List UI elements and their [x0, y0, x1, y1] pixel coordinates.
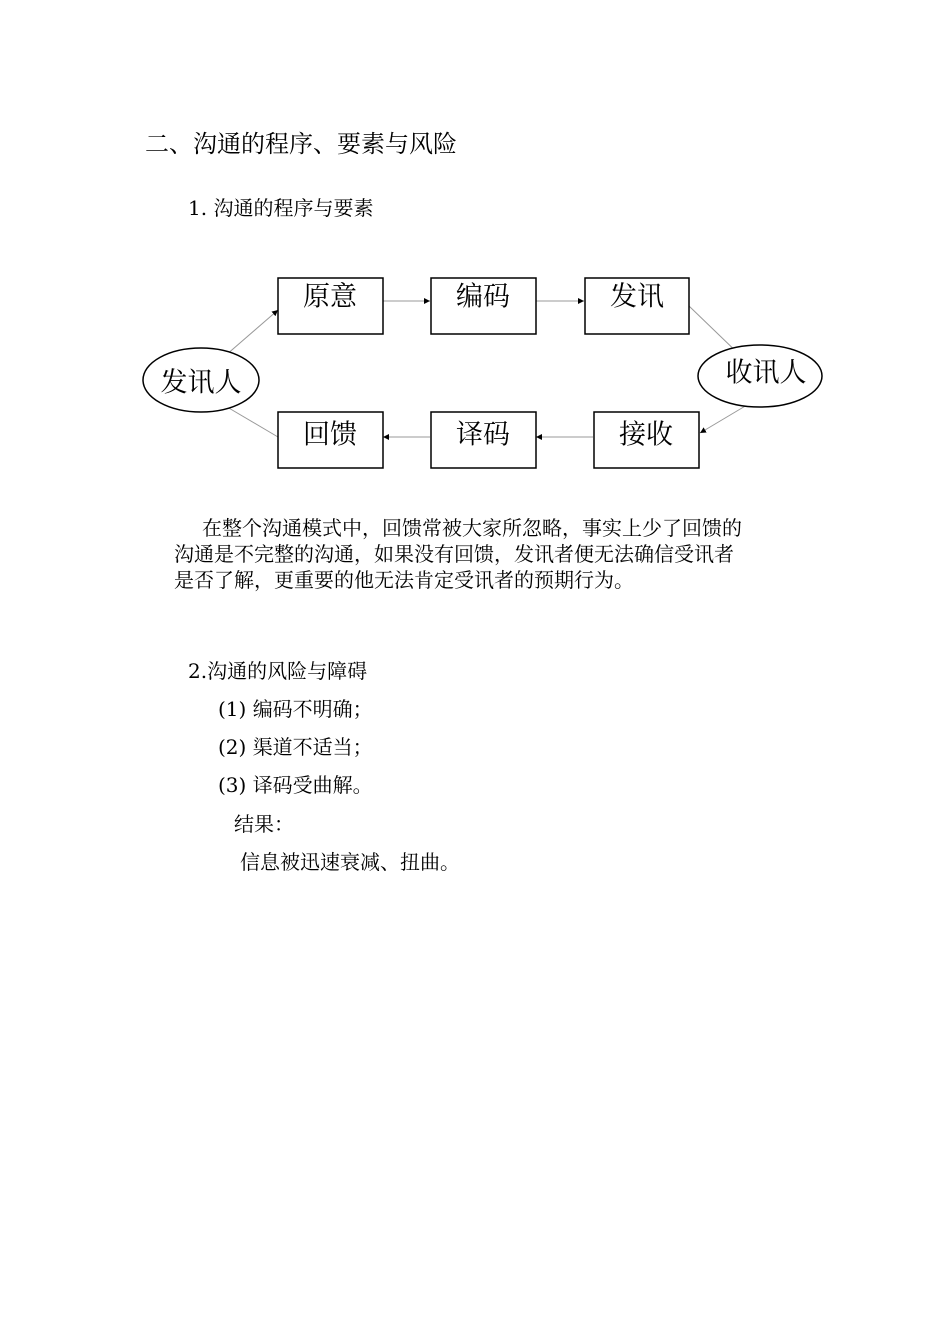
box-encode-label: 编码	[456, 281, 510, 313]
communication-process-diagram	[0, 0, 950, 520]
paragraph-line: 是否了解，更重要的他无法肯定受讯者的预期行为。	[174, 568, 634, 592]
arrow-feedback-to-sender	[222, 404, 278, 437]
feedback-paragraph	[174, 515, 814, 593]
paragraph-line: 在整个沟通模式中，回馈常被大家所忽略，事实上少了回馈的	[202, 516, 742, 540]
box-feedback-label: 回馈	[303, 419, 357, 451]
receiver-label: 收讯人	[725, 357, 807, 389]
list-item: (1) 编码不明确；	[218, 697, 373, 721]
paragraph-line: 沟通是不完整的沟通，如果没有回馈，发讯者便无法确信受讯者	[174, 542, 734, 566]
box-send-label: 发讯	[610, 281, 664, 313]
section-2-title: 2.沟通的风险与障碍	[188, 659, 368, 683]
result-text: 信息被迅速衰减、扭曲。	[240, 850, 460, 874]
section-1-title: 1. 沟通的程序与要素	[188, 196, 374, 220]
box-receive-label: 接收	[619, 419, 673, 451]
list-item: (2) 渠道不适当；	[218, 735, 373, 759]
sender-label: 发讯人	[160, 367, 242, 399]
result-label: 结果：	[234, 812, 294, 836]
box-decode-label: 译码	[456, 419, 510, 451]
box-intent-label: 原意	[303, 281, 357, 313]
list-item: (3) 译码受曲解。	[218, 773, 373, 797]
page-title: 二、沟通的程序、要素与风险	[145, 130, 457, 158]
